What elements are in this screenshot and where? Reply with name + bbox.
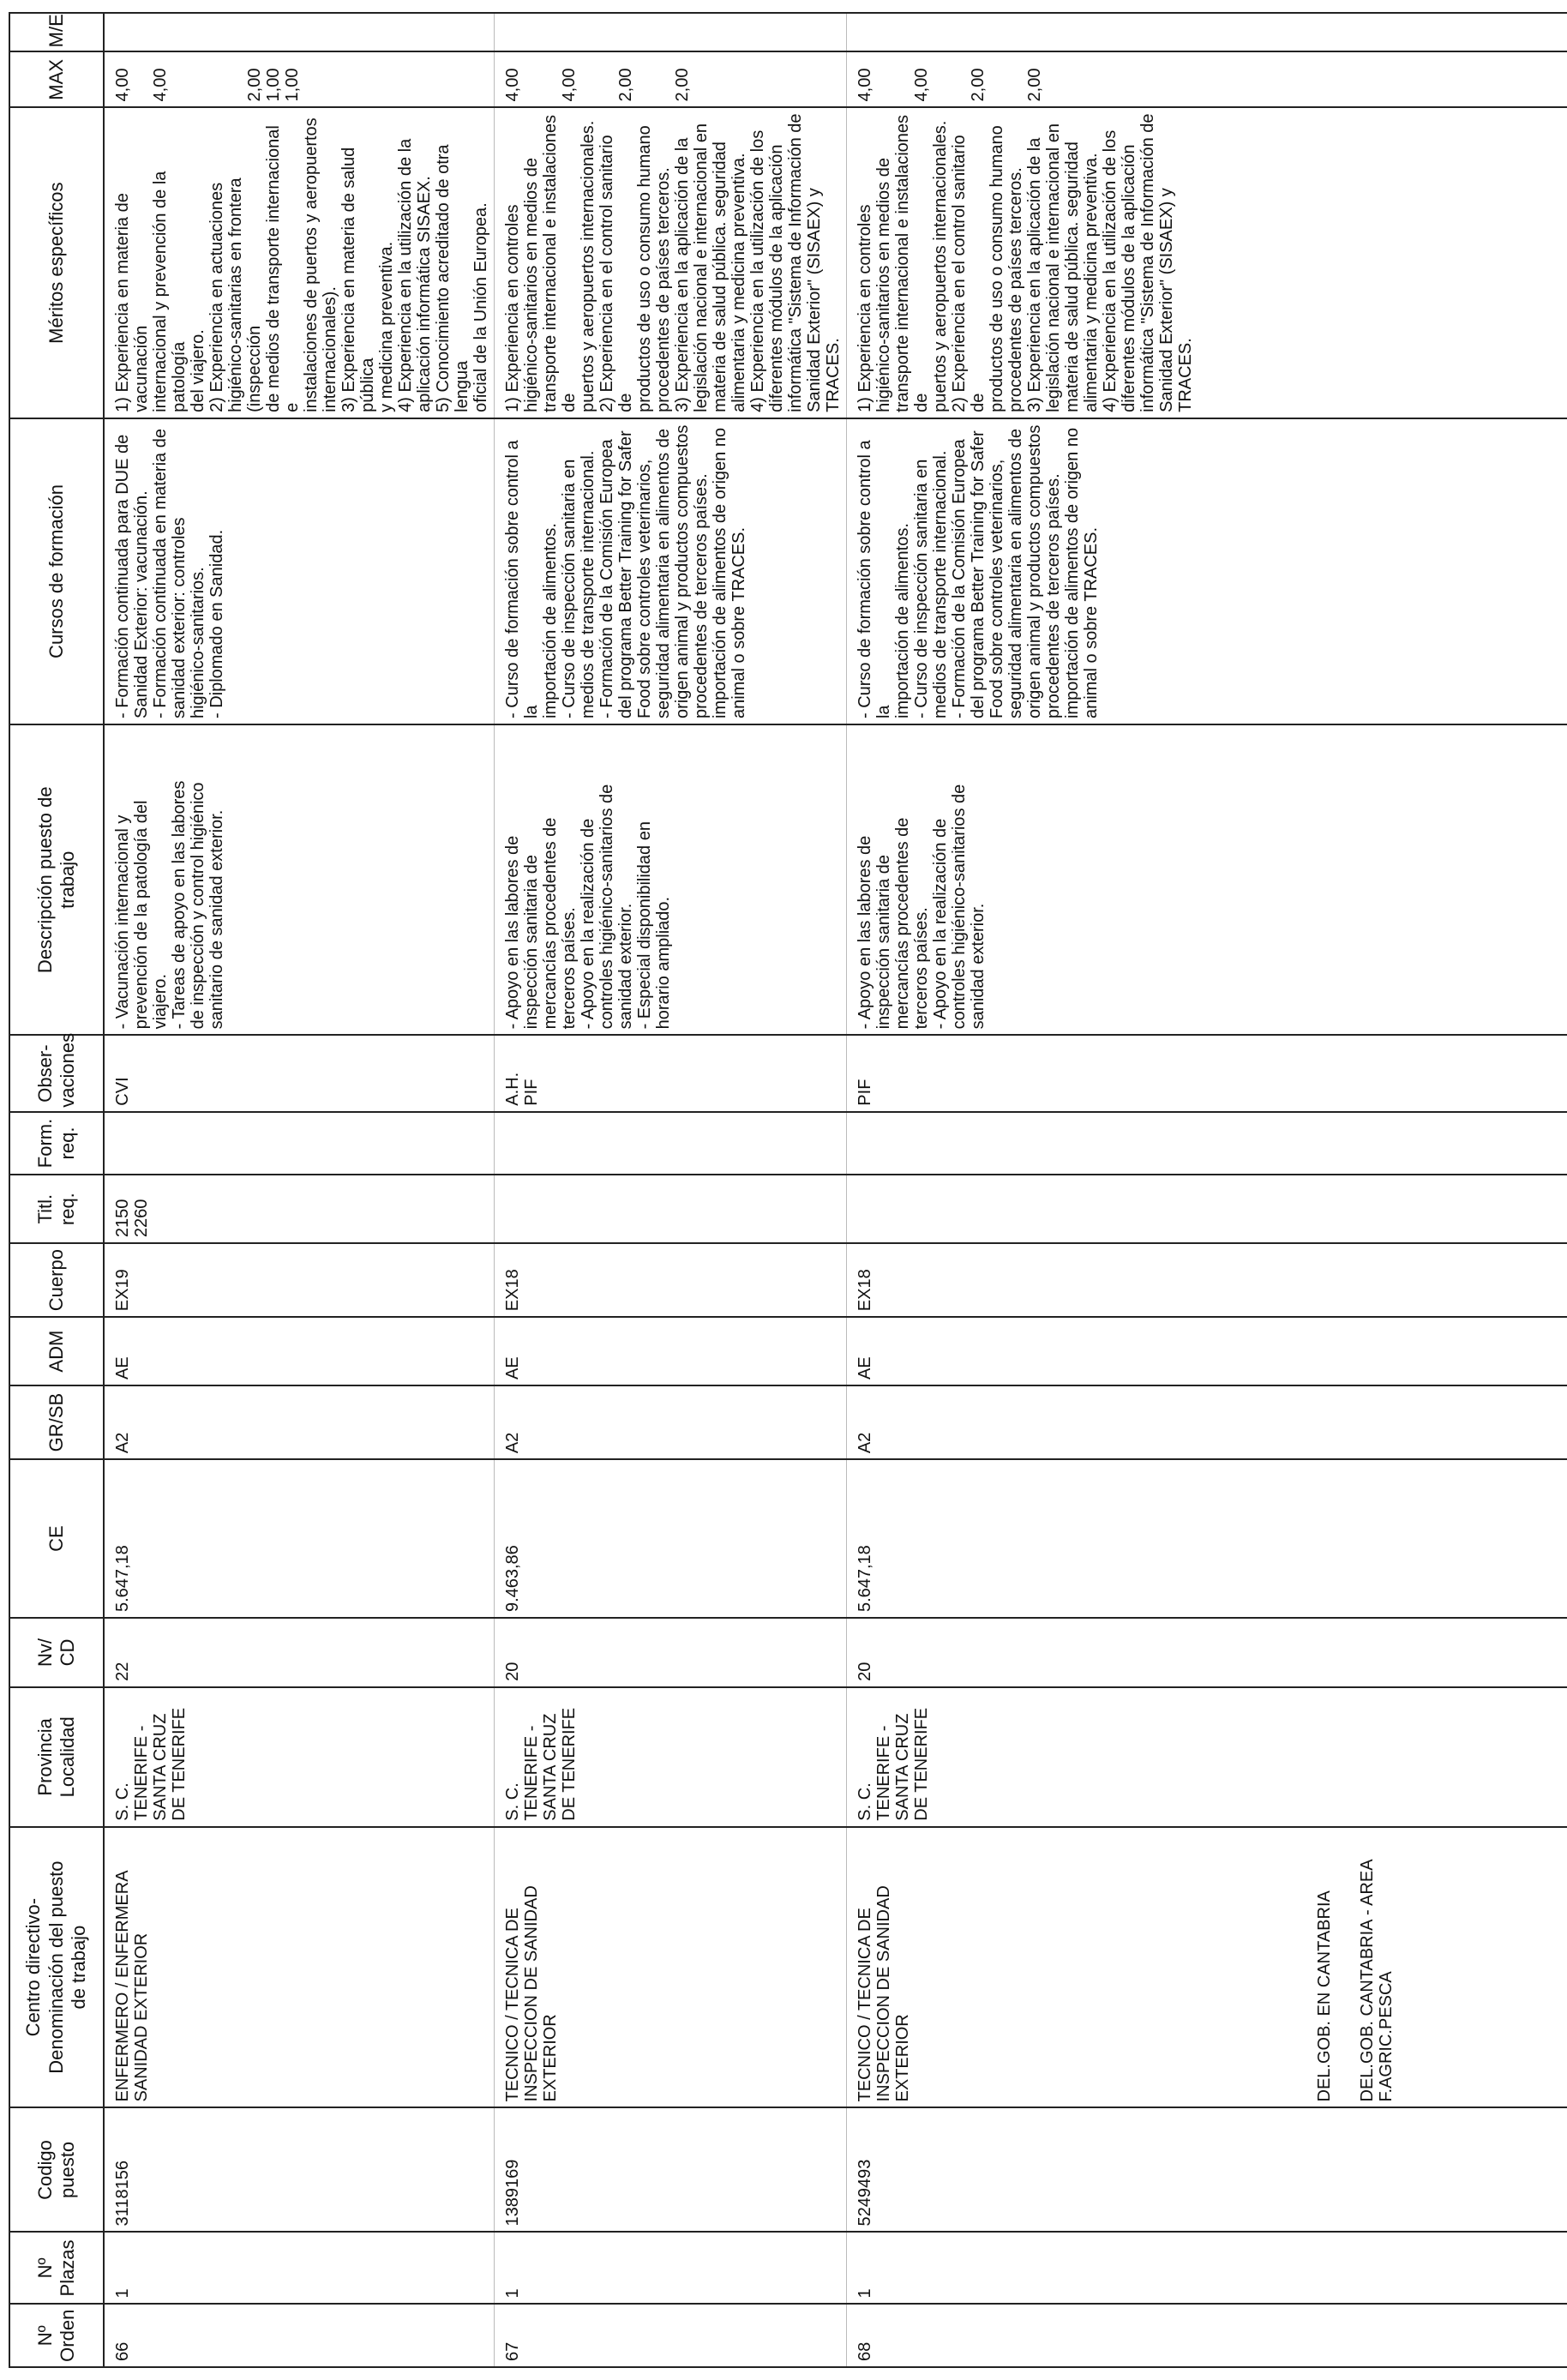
header-cuerpo: Cuerpo <box>9 1243 104 1317</box>
me-cell <box>495 13 847 51</box>
codigo-cell: 5249493 <box>847 2107 1567 2232</box>
orden-cell: 68 <box>847 2304 1567 2367</box>
grupo-cell: A2 <box>104 1385 495 1459</box>
centro-cell <box>847 1827 1567 2108</box>
meritos-cell: 1) Experiencia en controles higiénico-sanitarios en medios de transporte internacional e instalaciones de puertos y aeropuertos internacionales. 2) Experiencia en el control sanitario de productos de uso o consumo humano procedentes de países terceros. 3) Experiencia en la aplicación de la legislación nacional e internacional en materia de salud pública. seguridad alimentaria y medicina preventiva. 4) Experiencia en la utilización de los diferentes módulos de la aplicación informática "Sistema de Información de Sanidad Exterior" (SISAEX) y TRACES. <box>847 107 1567 418</box>
titulacion-cell: 2150 2260 <box>104 1175 495 1243</box>
header-nivel: Nv/ CD <box>9 1618 104 1687</box>
header-adm: ADM <box>9 1317 104 1385</box>
formacion-cell <box>104 1112 495 1175</box>
grupo-cell: A2 <box>495 1385 847 1459</box>
nivel-cell: 20 <box>495 1618 847 1687</box>
me-cell <box>104 13 495 51</box>
adm-cell: AE <box>847 1317 1567 1385</box>
cursos-cell: - Curso de formación sobre control a la importación de alimentos. - Curso de inspección sanitaria en medios de transporte internacional. - Formación de la Comisión Europea del programa Better Training for Safer Food sobre controles veterinarios, seguridad alimentaria en alimentos de origen animal y productos compuestos procedentes de terceros países. importación de alimentos de origen no animal o sobre TRACES. <box>495 418 847 724</box>
codigo-cell: 3118156 <box>104 2107 495 2232</box>
header-plazas: Nº Plazas <box>9 2232 104 2304</box>
centro-text: TECNICO / TECNICA DE INSPECCION DE SANIDAD EXTERIOR <box>856 1885 912 2102</box>
provincia-cell: S. C. TENERIFE - SANTA CRUZ DE TENERIFE <box>104 1687 495 1827</box>
header-titulacion: Titl. req. <box>9 1175 104 1243</box>
formacion-cell <box>847 1112 1567 1175</box>
adm-cell: AE <box>495 1317 847 1385</box>
adm-cell: AE <box>104 1317 495 1385</box>
header-ce: CE <box>9 1459 104 1618</box>
header-formacion: Form. req. <box>9 1112 104 1175</box>
centro-cell: ENFERMERO / ENFERMERA SANIDAD EXTERIOR <box>104 1827 495 2108</box>
header-codigo: Codigo puesto <box>9 2107 104 2232</box>
header-grupo: GR/SB <box>9 1385 104 1459</box>
header-row <box>9 13 104 2367</box>
grupo-cell: A2 <box>847 1385 1567 1459</box>
nivel-cell: 22 <box>104 1618 495 1687</box>
provincia-cell: S. C. TENERIFE - SANTA CRUZ DE TENERIFE <box>847 1687 1567 1827</box>
table-row <box>847 13 1567 2367</box>
observaciones-cell: CVI <box>104 1035 495 1111</box>
orden-cell: 66 <box>104 2304 495 2367</box>
meritos-cell: 1) Experiencia en materia de vacunación internacional y prevención de la patología del viajero. 2) Experiencia en actuaciones higiénico-sanitarias en frontera (inspección de medios de transporte internacional e instalaciones de puertos y aeropuertos internacionales). 3) Experiencia en materia de salud pública y medicina preventiva. 4) Experiencia en la utilización de la aplicación informática SISAEX. 5) Conocimiento acreditado de otra lengua oficial de la Unión Europea. <box>104 107 495 418</box>
plazas-cell: 1 <box>495 2232 847 2304</box>
observaciones-cell: PIF <box>847 1035 1567 1111</box>
header-max: MAX <box>9 51 104 107</box>
department-subheading: DEL.GOB. CANTABRIA - AREA F.AGRIC.PESCA <box>1358 1859 1396 2102</box>
descripcion-cell: - Vacunación internacional y prevención de la patología del viajero. - Tareas de apoyo en las labores de inspección y control higiénico sanitario de sanidad exterior. <box>104 724 495 1035</box>
header-observaciones: Obser- vaciones <box>9 1035 104 1111</box>
titulacion-cell <box>495 1175 847 1243</box>
ce-cell: 5.647,18 <box>847 1459 1567 1618</box>
orden-cell: 67 <box>495 2304 847 2367</box>
codigo-cell: 1389169 <box>495 2107 847 2232</box>
ce-cell: 9.463,86 <box>495 1459 847 1618</box>
cursos-cell: - Curso de formación sobre control a la importación de alimentos. - Curso de inspección sanitaria en medios de transporte internacional. - Formación de la Comisión Europea del programa Better Training for Safer Food sobre controles veterinarios, seguridad alimentaria en alimentos de origen animal y productos compuestos procedentes de terceros países. importación de alimentos de origen no animal o sobre TRACES. <box>847 418 1567 724</box>
plazas-cell: 1 <box>847 2232 1567 2304</box>
max-cell: 4,00 4,00 2,00 1,00 1,00 <box>104 51 495 107</box>
descripcion-cell: - Apoyo en las labores de inspección sanitaria de mercancías procedentes de terceros países. - Apoyo en la realización de controles higiénico-sanitarios de sanidad exterior. - Especial disponibilidad en horario ampliado. <box>495 724 847 1035</box>
max-cell: 4,00 4,00 2,00 2,00 <box>495 51 847 107</box>
cursos-cell: - Formación continuada para DUE de Sanidad Exterior: vacunación. - Formación continuada en materia de sanidad exterior: controles higiénico-sanitarios. - Diplomado en Sanidad. <box>104 418 495 724</box>
cuerpo-cell: EX18 <box>495 1243 847 1317</box>
header-cursos: Cursos de formación <box>9 418 104 724</box>
me-cell <box>847 13 1567 51</box>
table-row <box>495 13 847 2367</box>
header-descripcion: Descripción puesto de trabajo <box>9 724 104 1035</box>
provincia-cell: S. C. TENERIFE - SANTA CRUZ DE TENERIFE <box>495 1687 847 1827</box>
formacion-cell <box>495 1112 847 1175</box>
header-centro: Centro directivo- Denominación del puesto de trabajo <box>9 1827 104 2108</box>
header-meritos: Méritos específicos <box>9 107 104 418</box>
observaciones-cell: A.H. PIF <box>495 1035 847 1111</box>
header-orden: Nº Orden <box>9 2304 104 2367</box>
job-positions-table <box>9 12 1567 2368</box>
meritos-cell: 1) Experiencia en controles higiénico-sanitarios en medios de transporte internacional e instalaciones de puertos y aeropuertos internacionales. 2) Experiencia en el control sanitario de productos de uso o consumo humano procedentes de países terceros. 3) Experiencia en la aplicación de la legislación nacional e internacional en materia de salud pública. seguridad alimentaria y medicina preventiva. 4) Experiencia en la utilización de los diferentes módulos de la aplicación informática "Sistema de Información de Sanidad Exterior" (SISAEX) y TRACES. <box>495 107 847 418</box>
plazas-cell: 1 <box>104 2232 495 2304</box>
descripcion-cell: - Apoyo en las labores de inspección sanitaria de mercancías procedentes de terceros países. - Apoyo en la realización de controles higiénico-sanitarios de sanidad exterior. <box>847 724 1567 1035</box>
cuerpo-cell: EX19 <box>104 1243 495 1317</box>
nivel-cell: 20 <box>847 1618 1567 1687</box>
titulacion-cell <box>847 1175 1567 1243</box>
max-cell: 4,00 4,00 2,00 2,00 <box>847 51 1567 107</box>
department-heading: DEL.GOB. EN CANTABRIA <box>1315 1890 1334 2102</box>
ce-cell: 5.647,18 <box>104 1459 495 1618</box>
centro-cell: TECNICO / TECNICA DE INSPECCION DE SANIDAD EXTERIOR <box>495 1827 847 2108</box>
header-me: M/E <box>9 13 104 51</box>
table-row <box>104 13 495 2367</box>
header-provincia: Provincia Localidad <box>9 1687 104 1827</box>
cuerpo-cell: EX18 <box>847 1243 1567 1317</box>
